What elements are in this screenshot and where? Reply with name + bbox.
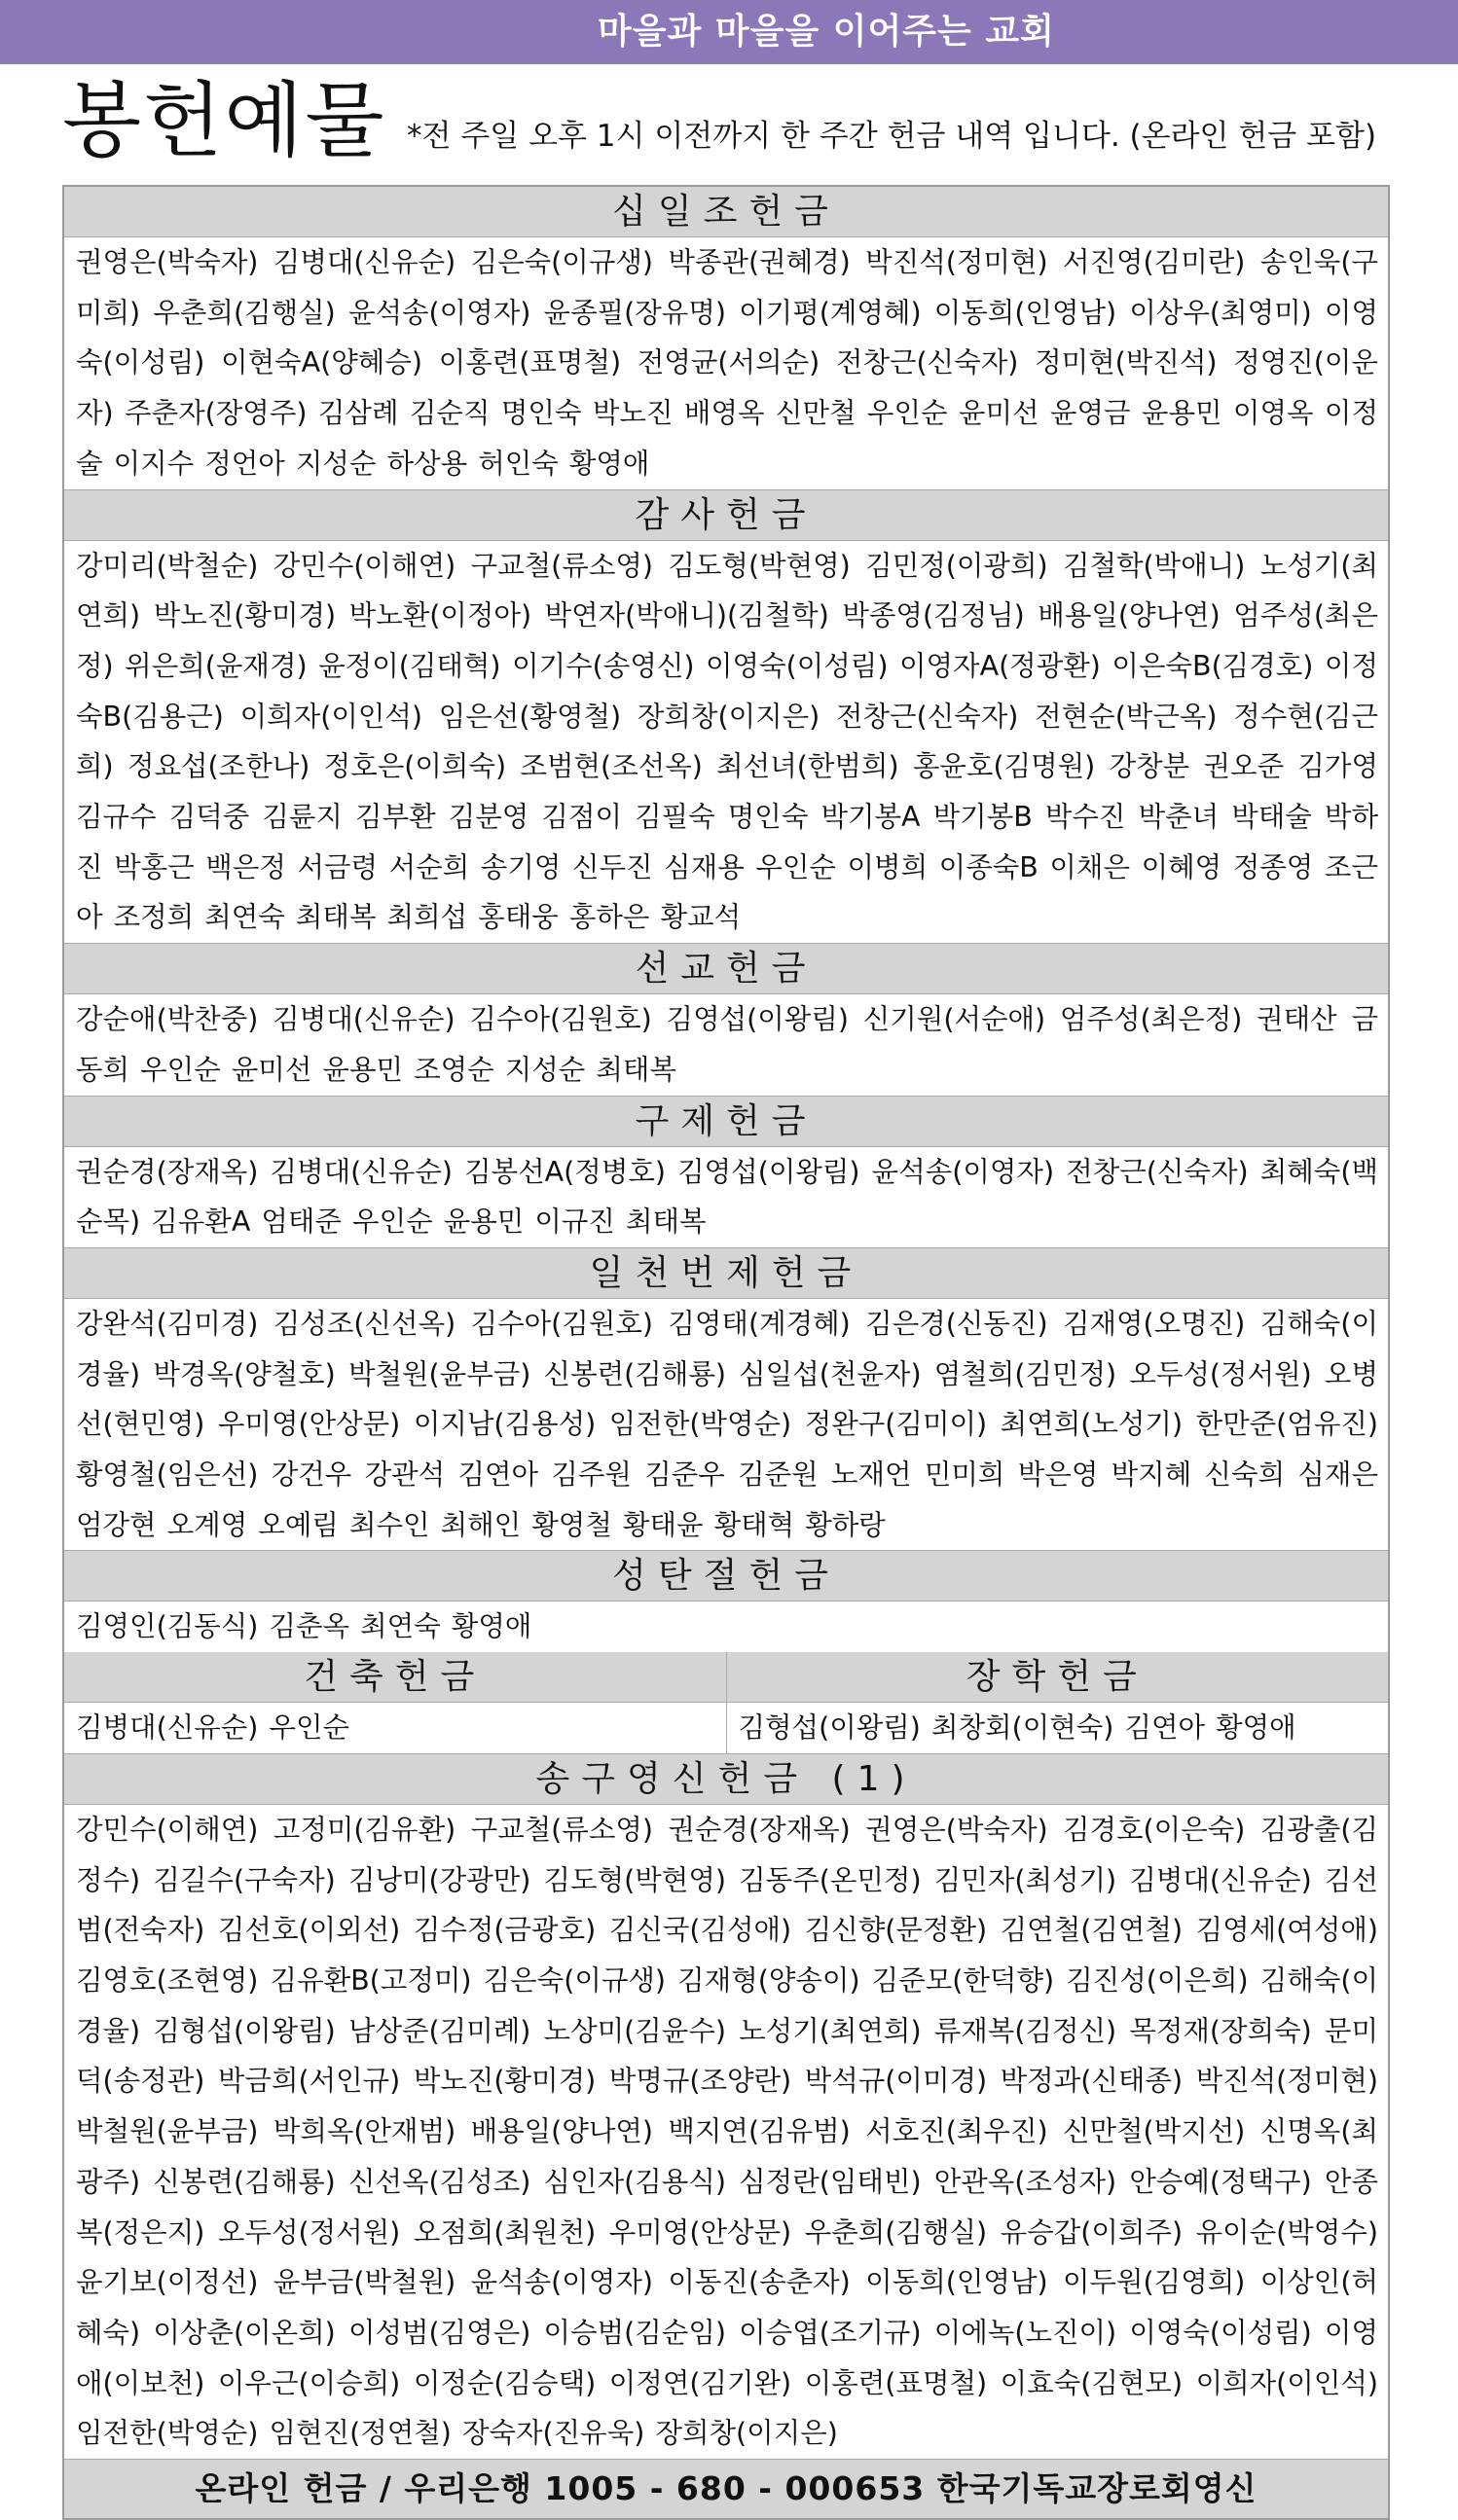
christmas-names: 김영인(김동식) 김춘옥 최연숙 황영애 bbox=[76, 1610, 532, 1643]
thousand-offering-header: 일천번제헌금 bbox=[64, 1247, 1388, 1299]
relief-header: 구제헌금 bbox=[64, 1096, 1388, 1147]
thanks-header: 감사헌금 bbox=[64, 489, 1388, 541]
offering-board bbox=[62, 185, 1390, 2520]
building-column bbox=[64, 1652, 726, 1753]
scholarship-header: 장학헌금 bbox=[727, 1652, 1389, 1703]
mission-names: 강순애(박찬중) 김병대(신유순) 김수아(김원호) 김영섭(이왕림) 신기원(서순애) 엄주성(최은정) 권태산 금동희 우인순 윤미선 윤용민 조영순 지성순 최태복 bbox=[76, 1003, 1378, 1086]
thanks-names: 강미리(박철순) 강민수(이해연) 구교철(류소영) 김도형(박현영) 김민정(이광희) 김철학(박애니) 노성기(최연희) 박노진(황미경) 박노환(이정아) 박연자(박애니)(김철학) 박종영(김정님) 배용일(양나연) 엄주성(최은정) 위은희(윤재경) 윤정이(김태혁) 이기수(송영신) 이영숙(이성림) 이영자A(정광환) 이은숙B(김경호) 이정숙B(김용근) 이희자(이인석) 임은선(황영철) 장희창(이지은) 전창근(신숙자) 전현순(박근옥) 정수현(김근희) 정요섭(조한나) 정호은(이희숙) 조범현(조선옥) 최선녀(한범희) 홍윤호(김명원) 강창분 권오준 김가영 김규수 김덕중 김륜지 김부환 김분영 김점이 김필숙 명인숙 박기봉A 박기봉B 박수진 박춘녀 박태술 박하진 박홍근 백은정 서금령 서순희 송기영 신두진 심재용 우인순 이병희 이종숙B 이채은 이혜영 정종영 조근아 조정희 최연숙 최태복 최희섭 홍태웅 홍하은 황교석 bbox=[76, 549, 1378, 934]
building-header: 건축헌금 bbox=[64, 1652, 726, 1703]
mission-header: 선교헌금 bbox=[64, 943, 1388, 994]
page-title: 봉헌예물 bbox=[62, 73, 386, 168]
farewell-header: 송구영신헌금 (1) bbox=[64, 1753, 1388, 1805]
tithe-names: 권영은(박숙자) 김병대(신유순) 김은숙(이규생) 박종관(권혜경) 박진석(정미현) 서진영(김미란) 송인욱(구미희) 우춘희(김행실) 윤석송(이영자) 윤종필(장유명) 이기평(계영혜) 이동희(인영남) 이상우(최영미) 이영숙(이성림) 이현숙A(양혜승) 이홍련(표명철) 전영균(서의순) 전창근(신숙자) 정미현(박진석) 정영진(이운자) 주춘자(장영주) 김삼례 김순직 명인숙 박노진 배영옥 신만철 우인순 윤미선 윤영금 윤용민 이영옥 이정술 이지수 정언아 지성순 하상용 허인숙 황영애 bbox=[76, 246, 1378, 480]
thousand-offering-names: 강완석(김미경) 김성조(신선옥) 김수아(김원호) 김영태(계경혜) 김은경(신동진) 김재영(오명진) 김해숙(이경율) 박경옥(양철호) 박철원(윤부금) 신봉련(김해룡) 심일섭(천윤자) 염철희(김민정) 오두성(정서원) 오병선(현민영) 우미영(안상문) 이지남(김용성) 임전한(박영순) 정완구(김미이) 최연희(노성기) 한만준(엄유진) 황영철(임은선) 강건우 강관석 김연아 김주원 김준우 김준원 노재언 민미희 박은영 박지혜 신숙희 심재은 엄강현 오계영 오예림 최수인 최해인 황영철 황태윤 황태혁 황하랑 bbox=[76, 1307, 1378, 1541]
building-scholarship-row bbox=[64, 1652, 1388, 1753]
building-names: 김병대(신유순) 우인순 bbox=[76, 1711, 350, 1745]
christmas-header: 성탄절헌금 bbox=[64, 1550, 1388, 1602]
relief-names: 권순경(장재옥) 김병대(신유순) 김봉선A(정병호) 김영섭(이왕림) 윤석송(이영자) 전창근(신숙자) 최혜숙(백순목) 김유환A 엄태준 우인순 윤용민 이규진 최태복 bbox=[76, 1155, 1378, 1239]
online-offering-account: 온라인 헌금 / 우리은행 1005 - 680 - 000653 한국기독교장로회영신 bbox=[64, 2459, 1388, 2518]
farewell-names: 강민수(이해연) 고정미(김유환) 구교철(류소영) 권순경(장재옥) 권영은(박숙자) 김경호(이은숙) 김광출(김정수) 김길수(구숙자) 김낭미(강광만) 김도형(박현영) 김동주(온민정) 김민자(최성기) 김병대(신유순) 김선범(전숙자) 김선호(이외선) 김수정(금광호) 김신국(김성애) 김신향(문정환) 김연철(김연철) 김영세(여성애) 김영호(조현영) 김유환B(고정미) 김은숙(이규생) 김재형(양송이) 김준모(한덕향) 김진성(이은희) 김해숙(이경율) 김형섭(이왕림) 남상준(김미례) 노상미(김윤수) 노성기(최연희) 류재복(김정신) 목정재(장희숙) 문미덕(송정관) 박금희(서인규) 박노진(황미경) 박명규(조양란) 박석규(이미경) 박정과(신태종) 박진석(정미현) 박철원(윤부금) 박희옥(안재범) 배용일(양나연) 백지연(김유범) 서호진(최우진) 신만철(박지선) 신명옥(최광주) 신봉련(김해룡) 신선옥(김성조) 심인자(김용식) 심정란(임태빈) 안관옥(조성자) 안승예(정택구) 안종복(정은지) 오두성(정서원) 오점희(최원천) 우미영(안상문) 우춘희(김행실) 유승갑(이희주) 유이순(박영수) 윤기보(이정선) 윤부금(박철원) 윤석송(이영자) 이동진(송춘자) 이동희(인영남) 이두원(김영희) 이상인(허혜숙) 이상춘(이온희) 이성범(김영은) 이승범(김순임) 이승엽(조기규) 이에녹(노진이) 이영숙(이성림) 이영애(이보천) 이우근(이승희) 이정순(김승택) 이정연(김기완) 이홍련(표명철) 이효숙(김현모) 이희자(이인석) 임전한(박영순) 임현진(정연철) 장숙자(진유욱) 장희창(이지은) bbox=[76, 1813, 1378, 2450]
church-slogan-banner: 마을과 마을을 이어주는 교회 bbox=[0, 0, 1458, 64]
offering-note: *전 주일 오후 1시 이전까지 한 주간 헌금 내역 입니다. (온라인 헌금 포함) bbox=[407, 119, 1377, 154]
tithe-header: 십일조헌금 bbox=[64, 187, 1388, 237]
scholarship-column bbox=[726, 1652, 1389, 1753]
scholarship-names: 김형섭(이왕림) 최창회(이현숙) 김연아 황영애 bbox=[738, 1711, 1296, 1745]
